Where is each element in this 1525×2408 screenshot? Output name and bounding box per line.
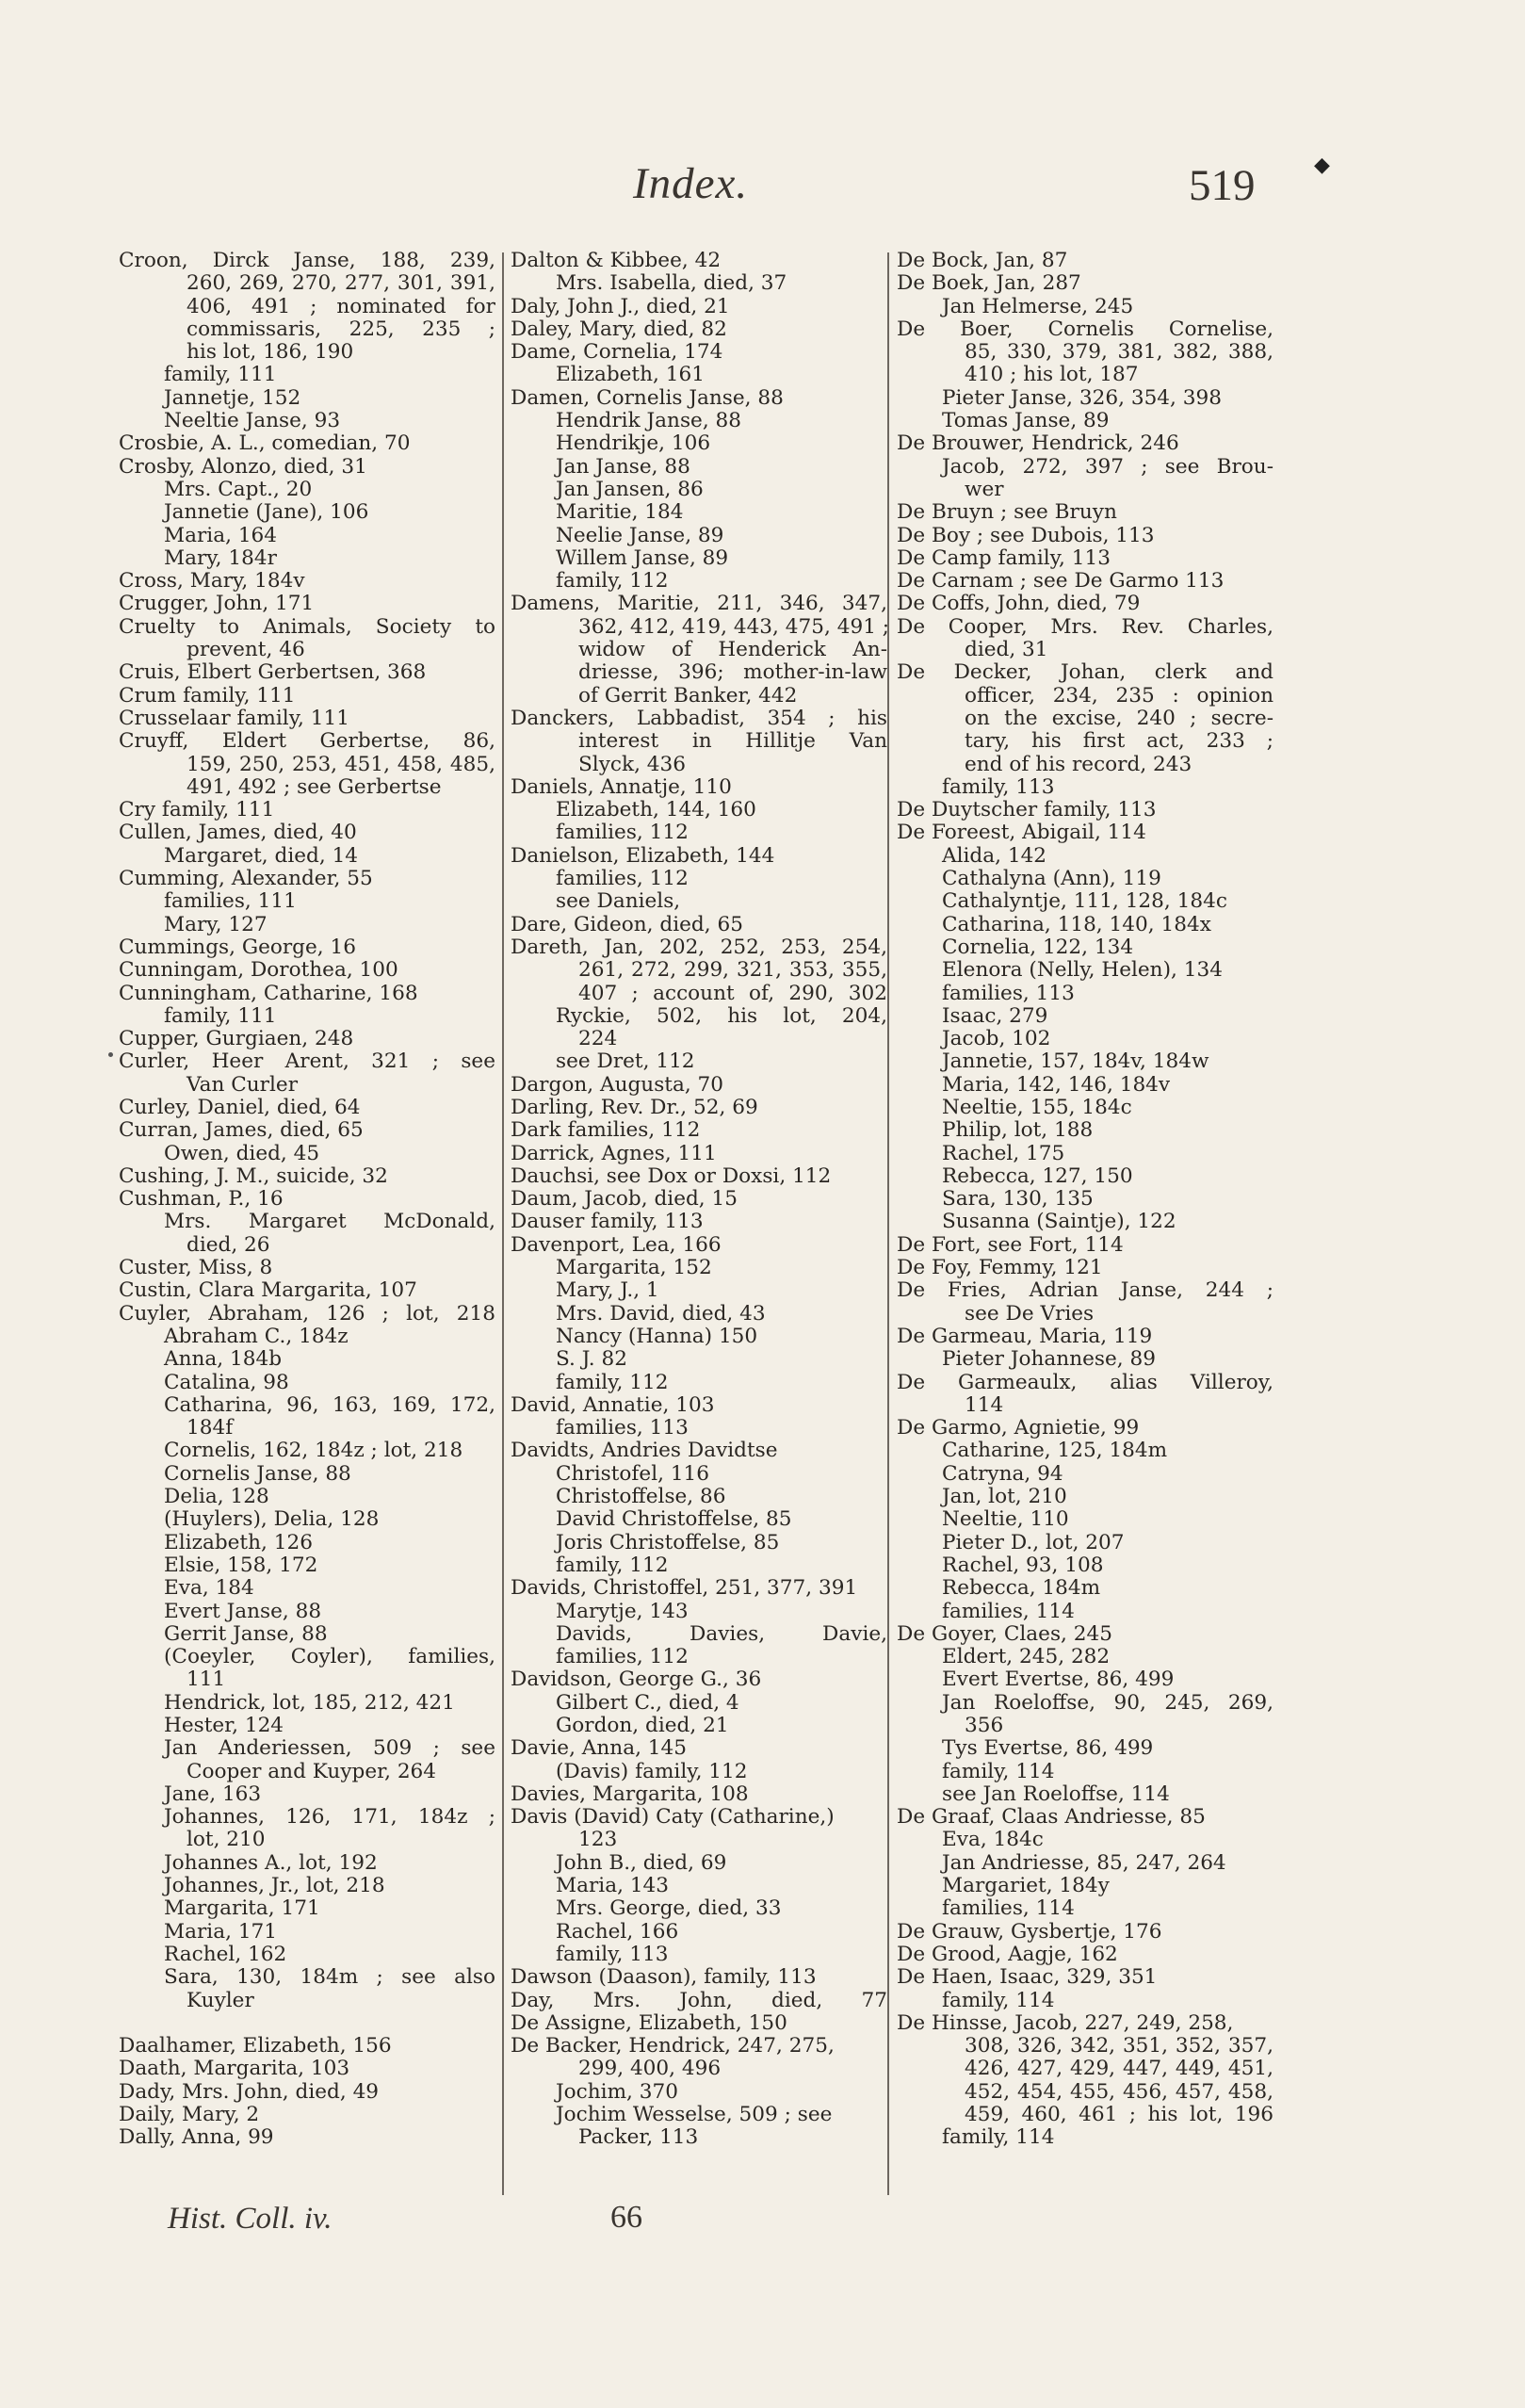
index-entry-line: Alida, 142 xyxy=(942,843,1047,868)
index-entry-line: Jan, lot, 210 xyxy=(942,1485,1067,1509)
index-entry-line: Pieter D., lot, 207 xyxy=(942,1530,1125,1554)
index-entry-line: De Backer, Hendrick, 247, 275, xyxy=(511,2034,835,2058)
index-entry-line: Davie, Anna, 145 xyxy=(511,1736,688,1761)
index-entry-line: Gordon, died, 21 xyxy=(556,1714,729,1737)
index-entry-line: family, 112 xyxy=(556,1370,669,1394)
index-entry-line: (Davis) family, 112 xyxy=(556,1759,748,1783)
index-entry-line: Custer, Miss, 8 xyxy=(119,1256,273,1280)
index-entry-line: David, Annatie, 103 xyxy=(511,1392,715,1417)
index-entry-line: Elsie, 158, 172 xyxy=(164,1553,318,1577)
index-entry-line: family, 114 xyxy=(942,1988,1055,2012)
index-entry-line: Catharine, 125, 184m xyxy=(942,1439,1168,1463)
index-entry-line: family, 112 xyxy=(556,569,669,594)
index-entry-line: Davenport, Lea, 166 xyxy=(511,1232,722,1257)
index-entry-line: Ryckie, 502, his lot, 204, xyxy=(556,1003,887,1028)
index-entry-line: 362, 412, 419, 443, 475, 491 ; xyxy=(578,614,890,639)
index-column-3 xyxy=(897,250,1274,2150)
index-entry-line: family, 113 xyxy=(556,1942,669,1966)
index-entry-line: Mrs. George, died, 33 xyxy=(556,1896,782,1921)
index-entry-line: Davids, Christoffel, 251, 377, 391 xyxy=(511,1576,858,1601)
index-entry-line: family, 114 xyxy=(942,2125,1055,2150)
index-entry-line: John B., died, 69 xyxy=(556,1850,727,1875)
stray-ink-dot xyxy=(108,1052,113,1057)
index-entry-line: 459, 460, 461 ; his lot, 196 xyxy=(965,2103,1274,2127)
index-entry-line: Custin, Clara Margarita, 107 xyxy=(119,1278,417,1303)
index-entry-line: Margarita, 171 xyxy=(164,1896,320,1921)
index-entry-line: Curran, James, died, 65 xyxy=(119,1118,364,1143)
index-entry-line: 426, 427, 429, 447, 449, 451, xyxy=(965,2057,1274,2081)
index-entry-line: Cushing, J. M., suicide, 32 xyxy=(119,1163,388,1188)
index-entry-line: Maria, 143 xyxy=(556,1874,670,1898)
index-entry-line: Cummings, George, 16 xyxy=(119,935,356,959)
index-entry-line: Mrs. Margaret McDonald, xyxy=(164,1210,495,1234)
index-entry-line: De Goyer, Claes, 245 xyxy=(897,1621,1112,1646)
index-entry-line: Cunningham, Catharine, 168 xyxy=(119,981,418,1005)
index-entry-line: Davis (David) Caty (Catharine,) xyxy=(511,1805,835,1830)
index-entry-line: De Cooper, Mrs. Rev. Charles, xyxy=(897,614,1274,639)
index-entry-line: 407 ; account of, 290, 302 xyxy=(578,981,887,1005)
index-entry-line: Darrick, Agnes, 111 xyxy=(511,1141,717,1165)
column-divider-right xyxy=(887,252,889,2195)
index-entry-line: 184f xyxy=(187,1416,234,1440)
index-entry-line: De Fries, Adrian Janse, 244 ; xyxy=(897,1278,1274,1303)
index-entry-line: families, 114 xyxy=(942,1599,1075,1623)
index-entry-line: De Assigne, Elizabeth, 150 xyxy=(511,2010,787,2035)
index-entry-line: De Grauw, Gysbertje, 176 xyxy=(897,1919,1162,1944)
index-entry-line: wer xyxy=(965,477,1004,501)
index-entry-line: Sara, 130, 135 xyxy=(942,1187,1094,1212)
index-entry-line: David Christoffelse, 85 xyxy=(556,1507,792,1532)
index-entry-line: Rachel, 162 xyxy=(164,1942,287,1966)
index-entry-line: Cornelis, 162, 184z ; lot, 218 xyxy=(164,1439,463,1463)
index-entry-line: Elizabeth, 144, 160 xyxy=(556,798,756,822)
index-entry-line: Danielson, Elizabeth, 144 xyxy=(511,843,775,868)
index-entry-line: Maria, 164 xyxy=(164,523,278,547)
index-entry-line: families, 112 xyxy=(556,821,689,845)
index-entry-line: Elenora (Nelly, Helen), 134 xyxy=(942,958,1223,983)
index-entry-line: his lot, 186, 190 xyxy=(187,340,354,365)
index-entry-line: Mrs. Isabella, died, 37 xyxy=(556,271,787,296)
index-entry-line: Mrs. David, died, 43 xyxy=(556,1301,766,1326)
index-entry-line: Crusselaar family, 111 xyxy=(119,706,349,730)
index-entry-line: De Boy ; see Dubois, 113 xyxy=(897,523,1155,547)
index-entry-line: De Garmeau, Maria, 119 xyxy=(897,1324,1153,1348)
index-entry-line: Johannes, 126, 171, 184z ; xyxy=(164,1805,495,1830)
index-entry-line: Christoffelse, 86 xyxy=(556,1485,726,1509)
index-entry-line: 123 xyxy=(578,1828,618,1852)
index-entry-line: Dady, Mrs. John, died, 49 xyxy=(119,2079,380,2104)
index-entry-line: Maria, 142, 146, 184v xyxy=(942,1072,1171,1097)
index-entry-line: Jannetie (Jane), 106 xyxy=(164,500,369,525)
index-entry-line: De Garmo, Agnietie, 99 xyxy=(897,1416,1140,1440)
index-entry-line: De Decker, Johan, clerk and xyxy=(897,660,1274,685)
index-entry-line: Cullen, James, died, 40 xyxy=(119,821,357,845)
index-entry-line: Dark families, 112 xyxy=(511,1118,701,1143)
index-entry-line: 410 ; his lot, 187 xyxy=(965,363,1139,387)
index-entry-line: De Carnam ; see De Garmo 113 xyxy=(897,569,1225,594)
index-entry-line: Johannes A., lot, 192 xyxy=(164,1850,378,1875)
index-entry-line: Abraham C., 184z xyxy=(164,1324,349,1348)
index-entry-line: Margaret, died, 14 xyxy=(164,843,359,868)
index-entry-line: Eva, 184c xyxy=(942,1828,1044,1852)
index-entry-line: De Camp family, 113 xyxy=(897,545,1111,570)
index-entry-line: Daum, Jacob, died, 15 xyxy=(511,1187,738,1212)
index-entry-line: Daley, Mary, died, 82 xyxy=(511,317,727,341)
index-entry-line: families, 113 xyxy=(942,981,1075,1005)
index-entry-line: Mary, 184r xyxy=(164,545,277,570)
index-entry-line: Neelie Janse, 89 xyxy=(556,523,724,547)
index-entry-line: families, 111 xyxy=(164,889,297,914)
index-entry-line: Johannes, Jr., lot, 218 xyxy=(164,1874,385,1898)
index-entry-line: Marytje, 143 xyxy=(556,1599,689,1623)
index-entry-line: Slyck, 436 xyxy=(578,752,687,776)
index-entry-line: Davids, Davies, Davie, xyxy=(556,1621,887,1646)
column-divider-left xyxy=(502,252,504,2195)
index-entry-line: Evert Evertse, 86, 499 xyxy=(942,1668,1175,1692)
index-entry-line: Elizabeth, 126 xyxy=(164,1530,313,1554)
index-entry-line: prevent, 46 xyxy=(187,638,305,662)
index-entry-line: De Foy, Femmy, 121 xyxy=(897,1256,1103,1280)
index-entry-line: De Foreest, Abigail, 114 xyxy=(897,821,1146,845)
index-entry-line: Curley, Daniel, died, 64 xyxy=(119,1095,361,1119)
index-entry-line: commissaris, 225, 235 ; xyxy=(187,317,495,341)
index-entry-line: Rachel, 175 xyxy=(942,1141,1065,1165)
index-entry-line: De Boek, Jan, 287 xyxy=(897,271,1081,296)
index-entry-line: Packer, 113 xyxy=(578,2125,699,2150)
index-entry-line: Dargon, Augusta, 70 xyxy=(511,1072,724,1097)
index-entry-line: Cornelia, 122, 134 xyxy=(942,935,1134,959)
index-entry-line: Rachel, 93, 108 xyxy=(942,1553,1104,1577)
index-entry-line: Rebecca, 127, 150 xyxy=(942,1163,1133,1188)
index-entry-line: Dally, Anna, 99 xyxy=(119,2125,274,2150)
index-entry-line: 159, 250, 253, 451, 458, 485, xyxy=(187,752,495,776)
index-entry-line: Damens, Maritie, 211, 346, 347, xyxy=(511,592,887,616)
index-entry-line: Daath, Margarita, 103 xyxy=(119,2057,350,2081)
index-entry-line: tary, his first act, 233 ; xyxy=(965,729,1274,754)
index-entry-line: 452, 454, 455, 456, 457, 458, xyxy=(965,2079,1274,2104)
index-entry-line: Cornelis Janse, 88 xyxy=(164,1461,351,1486)
index-entry-line: Maria, 171 xyxy=(164,1919,278,1944)
index-entry-line: Pieter Johannese, 89 xyxy=(942,1347,1156,1372)
index-entry-line: Hendrikje, 106 xyxy=(556,431,711,456)
index-entry-line: 356 xyxy=(965,1714,1004,1737)
index-entry-line: Neeltie, 155, 184c xyxy=(942,1095,1132,1119)
index-entry-line: Jan Jansen, 86 xyxy=(556,477,704,501)
index-entry-line: Mary, J., 1 xyxy=(556,1278,659,1303)
index-entry-line: Darling, Rev. Dr., 52, 69 xyxy=(511,1095,758,1119)
index-entry-line: family, 112 xyxy=(556,1553,669,1577)
index-entry-line: De Haen, Isaac, 329, 351 xyxy=(897,1965,1158,1990)
index-entry-line: Jannetje, 152 xyxy=(164,385,301,410)
index-entry-line: Crugger, John, 171 xyxy=(119,592,315,616)
index-entry-line: Day, Mrs. John, died, 77 xyxy=(511,1988,887,2012)
index-entry-line: family, 111 xyxy=(164,1003,277,1028)
index-entry-line: Hendrick, lot, 185, 212, 421 xyxy=(164,1690,455,1715)
index-entry-line: 491, 492 ; see Gerbertse xyxy=(187,774,442,799)
index-entry-line: De Grood, Aagje, 162 xyxy=(897,1942,1118,1966)
index-entry-line: Davidson, George G., 36 xyxy=(511,1668,762,1692)
index-entry-line: died, 31 xyxy=(965,638,1048,662)
index-entry-line: 299, 400, 496 xyxy=(578,2057,722,2081)
index-entry-line: Jan Janse, 88 xyxy=(556,454,690,479)
index-column-1 xyxy=(119,250,495,2150)
index-entry-line: Dareth, Jan, 202, 252, 253, 254, xyxy=(511,935,887,959)
index-entry-line: Davidts, Andries Davidtse xyxy=(511,1439,778,1463)
index-entry-line: Owen, died, 45 xyxy=(164,1141,320,1165)
index-entry-line: De Graaf, Claas Andriesse, 85 xyxy=(897,1805,1206,1830)
index-entry-line: De Brouwer, Hendrick, 246 xyxy=(897,431,1179,456)
index-entry-line: 114 xyxy=(965,1392,1004,1417)
index-entry-line: see De Vries xyxy=(965,1301,1095,1326)
index-entry-line: De Boer, Cornelis Cornelise, xyxy=(897,317,1274,341)
index-entry-line: Hendrik Janse, 88 xyxy=(556,409,742,433)
index-entry-line: Dare, Gideon, died, 65 xyxy=(511,912,743,936)
running-header-title: Index. xyxy=(633,159,749,208)
index-entry-line: lot, 210 xyxy=(187,1828,266,1852)
index-entry-line: Dauser family, 113 xyxy=(511,1210,704,1234)
corner-ornament-icon: ◆ xyxy=(1314,154,1330,177)
index-entry-line: Jan Roeloffse, 90, 245, 269, xyxy=(942,1690,1274,1715)
index-entry-line: Isaac, 279 xyxy=(942,1003,1048,1028)
index-entry-line: died, 26 xyxy=(187,1232,270,1257)
index-entry-line: 260, 269, 270, 277, 301, 391, xyxy=(187,271,495,296)
index-entry-line: De Garmeaulx, alias Villeroy, xyxy=(897,1370,1274,1394)
index-entry-line: De Coffs, John, died, 79 xyxy=(897,592,1141,616)
index-entry-line: Anna, 184b xyxy=(164,1347,283,1372)
index-entry-line: Crum family, 111 xyxy=(119,683,296,708)
index-entry-line: Jan Andriesse, 85, 247, 264 xyxy=(942,1850,1226,1875)
index-entry-line: Cross, Mary, 184v xyxy=(119,569,305,594)
index-entry-line: Jochim, 370 xyxy=(556,2079,678,2104)
index-column-2 xyxy=(511,249,890,2150)
index-entry-line: Van Curler xyxy=(187,1072,299,1097)
index-entry-line: Jan Helmerse, 245 xyxy=(942,294,1134,318)
index-entry-line: (Coeyler, Coyler), families, xyxy=(164,1645,495,1669)
index-entry-line: Davies, Margarita, 108 xyxy=(511,1782,749,1806)
footer-signature-number: 66 xyxy=(610,2200,642,2235)
index-entry-line: Mrs. Capt., 20 xyxy=(164,477,313,501)
index-entry-line: 224 xyxy=(578,1027,618,1051)
index-entry-line: Jacob, 272, 397 ; see Brou- xyxy=(942,454,1274,479)
index-entry-line: Cuyler, Abraham, 126 ; lot, 218 xyxy=(119,1301,495,1326)
index-entry-line: Cushman, P., 16 xyxy=(119,1187,284,1212)
index-entry-line: Catalina, 98 xyxy=(164,1370,289,1394)
index-entry-line: driesse, 396; mother-in-law xyxy=(578,660,887,685)
index-entry-line: Cruyff, Eldert Gerbertse, 86, xyxy=(119,729,495,754)
index-entry-line: Jan Anderiessen, 509 ; see xyxy=(164,1736,495,1761)
index-entry-line: see Daniels, xyxy=(556,889,681,914)
index-entry-line: families, 114 xyxy=(942,1896,1075,1921)
index-entry-line: Cunningam, Dorothea, 100 xyxy=(119,958,398,983)
index-entry-line: Tomas Janse, 89 xyxy=(942,409,1110,433)
index-entry-line: De Duytscher family, 113 xyxy=(897,798,1157,822)
index-entry-line: see Jan Roeloffse, 114 xyxy=(942,1782,1170,1806)
index-entry-line: Delia, 128 xyxy=(164,1485,269,1509)
index-entry-line: family, 111 xyxy=(164,363,277,387)
index-entry-line: Curler, Heer Arent, 321 ; see xyxy=(119,1049,495,1074)
index-entry-line: Dame, Cornelia, 174 xyxy=(511,340,723,365)
index-entry-line: Hester, 124 xyxy=(164,1714,284,1737)
index-entry-line: De Bruyn ; see Bruyn xyxy=(897,500,1117,525)
index-entry-line: Rebecca, 184m xyxy=(942,1576,1101,1601)
index-entry-line: Catryna, 94 xyxy=(942,1461,1063,1486)
index-entry-line: Catharina, 96, 163, 169, 172, xyxy=(164,1392,495,1417)
index-entry-line: Cry family, 111 xyxy=(119,798,275,822)
index-entry-line: officer, 234, 235 : opinion xyxy=(965,683,1274,708)
index-entry-line: Neeltie Janse, 93 xyxy=(164,409,341,433)
index-entry-line: Crosbie, A. L., comedian, 70 xyxy=(119,431,411,456)
index-entry-line: (Huylers), Delia, 128 xyxy=(164,1507,380,1532)
index-entry-line: interest in Hillitje Van xyxy=(578,729,887,754)
index-entry-line: Daniels, Annatje, 110 xyxy=(511,774,732,799)
index-entry-line: Jannetie, 157, 184v, 184w xyxy=(942,1049,1209,1074)
index-entry-line: Sara, 130, 184m ; see also xyxy=(164,1965,495,1990)
index-entry-line: Catharina, 118, 140, 184x xyxy=(942,912,1211,936)
index-entry-line: families, 112 xyxy=(556,1645,689,1669)
index-entry-line: Willem Janse, 89 xyxy=(556,545,729,570)
index-entry-line: Joris Christoffelse, 85 xyxy=(556,1530,780,1554)
index-entry-line: Mary, 127 xyxy=(164,912,268,936)
index-entry-line: Tys Evertse, 86, 499 xyxy=(942,1736,1154,1761)
index-entry-line: Gilbert C., died, 4 xyxy=(556,1690,739,1715)
index-entry-line: De Bock, Jan, 87 xyxy=(897,249,1068,272)
index-entry-line: Eva, 184 xyxy=(164,1576,254,1601)
index-entry-line: Jacob, 102 xyxy=(942,1027,1051,1051)
index-entry-line: Daly, John J., died, 21 xyxy=(511,294,730,318)
index-entry-line: Dauchsi, see Dox or Doxsi, 112 xyxy=(511,1163,832,1188)
index-entry-line: Cathalyna (Ann), 119 xyxy=(942,867,1161,891)
index-entry-line: De Hinsse, Jacob, 227, 249, 258, xyxy=(897,2010,1234,2035)
index-entry-line: widow of Henderick An- xyxy=(578,638,887,662)
index-entry-line: Danckers, Labbadist, 354 ; his xyxy=(511,706,887,730)
index-entry-line: Eldert, 245, 282 xyxy=(942,1645,1111,1669)
index-entry-line: see Dret, 112 xyxy=(556,1049,695,1074)
index-entry-line: Philip, lot, 188 xyxy=(942,1118,1094,1143)
index-entry-line: 111 xyxy=(187,1668,226,1692)
index-entry-line: Neeltie, 110 xyxy=(942,1507,1069,1532)
index-entry-line: Jochim Wesselse, 509 ; see xyxy=(556,2103,833,2127)
index-entry-line: Susanna (Saintje), 122 xyxy=(942,1210,1176,1234)
index-entry-line: families, 113 xyxy=(556,1416,689,1440)
page-number: 519 xyxy=(1189,161,1256,210)
index-entry-line: Cooper and Kuyper, 264 xyxy=(187,1759,437,1783)
index-entry-line: 406, 491 ; nominated for xyxy=(187,294,495,318)
index-entry-line: Cumming, Alexander, 55 xyxy=(119,867,373,891)
index-entry-line: Cathalyntje, 111, 128, 184c xyxy=(942,889,1227,914)
index-entry-line: Cruis, Elbert Gerbertsen, 368 xyxy=(119,660,427,685)
index-entry-line: Christofel, 116 xyxy=(556,1461,710,1486)
index-entry-line: Daalhamer, Elizabeth, 156 xyxy=(119,2034,392,2058)
index-entry-line: families, 112 xyxy=(556,867,689,891)
index-entry-line: Cruelty to Animals, Society to xyxy=(119,614,495,639)
index-entry-line: 261, 272, 299, 321, 353, 355, xyxy=(578,958,887,983)
index-entry-line: Elizabeth, 161 xyxy=(556,363,705,387)
index-entry-line: Pieter Janse, 326, 354, 398 xyxy=(942,385,1222,410)
index-entry-line: family, 113 xyxy=(942,774,1055,799)
index-entry-line: Maritie, 184 xyxy=(556,500,684,525)
index-entry-line: S. J. 82 xyxy=(556,1347,627,1372)
index-entry-line: family, 114 xyxy=(942,1759,1055,1783)
index-entry-line: Croon, Dirck Janse, 188, 239, xyxy=(119,249,495,272)
index-entry-line: Kuyler xyxy=(187,1988,254,2012)
index-entry-line: Evert Janse, 88 xyxy=(164,1599,322,1623)
index-entry-line: Gerrit Janse, 88 xyxy=(164,1621,328,1646)
footer-signature: Hist. Coll. iv. xyxy=(168,2202,333,2236)
index-entry-line: Rachel, 166 xyxy=(556,1919,679,1944)
index-entry-line: Margariet, 184y xyxy=(942,1874,1110,1898)
index-entry-line: Cupper, Gurgiaen, 248 xyxy=(119,1027,354,1051)
index-entry-line: of Gerrit Banker, 442 xyxy=(578,683,798,708)
index-entry-line: Dawson (Daason), family, 113 xyxy=(511,1965,817,1990)
index-entry-line: on the excise, 240 ; secre- xyxy=(965,706,1274,730)
index-entry-line: Daily, Mary, 2 xyxy=(119,2103,260,2127)
index-entry-line: end of his record, 243 xyxy=(965,752,1192,776)
index-entry-line: Jane, 163 xyxy=(164,1782,262,1806)
index-entry-line: De Fort, see Fort, 114 xyxy=(897,1232,1124,1257)
index-entry-line: 85, 330, 379, 381, 382, 388, xyxy=(965,340,1274,365)
index-entry-line: Crosby, Alonzo, died, 31 xyxy=(119,454,367,479)
index-entry-line: Nancy (Hanna) 150 xyxy=(556,1324,758,1348)
index-entry-line: Dalton & Kibbee, 42 xyxy=(511,249,722,272)
index-entry-line: Margarita, 152 xyxy=(556,1256,712,1280)
index-entry-line: 308, 326, 342, 351, 352, 357, xyxy=(965,2034,1274,2058)
index-entry-line: Damen, Cornelis Janse, 88 xyxy=(511,385,784,410)
